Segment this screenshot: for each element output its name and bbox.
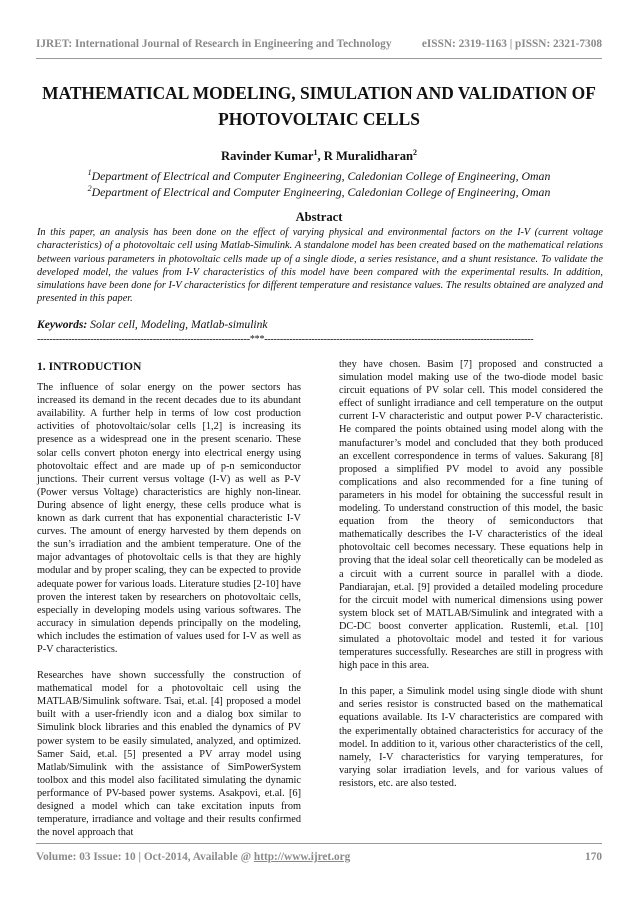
abstract-heading: Abstract (295, 210, 343, 224)
intro-heading: 1. INTRODUCTION (37, 360, 142, 373)
page-number: 170 (585, 851, 602, 863)
author-2-sup: 2 (413, 148, 417, 157)
section-separator: --------------------------------------------------------------------***-------------------------------------------------------------------------------------- (37, 334, 534, 345)
intro-paragraph-4: In this paper, a Simulink model using single diode with shunt and series resistor is constructed based on the mathematical equations available. Its I-V characteristics are compared with the experimentally obtained characteristics for accuracy of the model. In addition to it, various other characteristics of the cell, namely, I-V characteristics for varying temperatures, for varying solar irradiation levels, and for various values of resistors, etc. are also tested. (339, 686, 603, 789)
abstract-body: In this paper, an analysis has been done on the effect of varying physical and environmental factors on the I-V (current voltage characteristics) of a photovoltaic cell using Matlab-Simulink. A standalone model has been created based on the mathematical relations between various parameters in photovoltaic cells made up of a single diode, a series resistance, and a shunt resistance. To validate the developed model, the values from I-V characteristics of this model have been compared with the experimental results. In addition, simulations have been done for I-V characteristics for different temperature and resistance values. The results obtained are analyzed and presented in this paper. (37, 227, 603, 305)
left-column (37, 360, 301, 839)
authors (0, 148, 638, 164)
running-footer (36, 851, 602, 863)
paper-title: MATHEMATICAL MODELING, SIMULATION AND VALIDATION OF PHOTOVOLTAIC CELLS (42, 83, 596, 129)
author-1-sup: 1 (313, 148, 318, 157)
running-header (36, 38, 602, 50)
author-separator: , (317, 149, 324, 164)
intro-paragraph-3: they have chosen. Basim [7] proposed and constructed a simulation model making use of the two-diode model basic circuit equations of PV solar cell. This model considered the effect of sunlight irradiance and cell temperature on the output current I-V characteristic and output power P-V characteristic. He compared the points obtained using model along with the manufacturer’s model and concluded that they both produced an excellent correspondence in terms of values. Sakurang [8] proposed a simplified PV model to avoid any possible complications and also recommended for a fine tuning of parameters in his model for obtaining the successful result in modeling. To understand construction of this model, the basic equation from the theory of semiconductors that mathematically describes the I-V characteristics of the ideal photovoltaic cell becomes necessary. These equations help in proving that the ideal solar cell theoretically can be modeled as a circuit with a current source in parallel with a diode. Pandiarajan, et.al. [9] provided a detailed modeling procedure for the circuit model with numerical dimensions using power system block set of MATLAB/Simulink and integrated with a DC-DC boost converter application. Rustemli, et.al. [10] simulated a photovoltaic model and tested it for various temperatures successfully. Researches are still in progress with high pace in this area. (339, 359, 603, 672)
header-rule (36, 58, 602, 59)
keywords (37, 318, 268, 331)
intro-paragraph-2: Researches have shown successfully the construction of mathematical model for a photovoltaic cell using the MATLAB/Simulink software. Tsai, et.al. [4] proposed a model built with a user-friendly icon and a dialog box similar to Simulink block libraries and this enabled the dynamics of PV power system to be easily simulated, analyzed, and optimized. Samer Said, et.al. [5] presented a PV array model using Matlab/Simulink with the assistance of SimPowerSystem toolbox and this model also facilitated simulating the dynamic performance of PV-based power systems. Asakpovi, et.al. [6] designed a model which can take excitation inputs from temperature, irradiance and voltage and their results confirmed the novel approach that (37, 670, 301, 839)
journal-name: IJRET: International Journal of Research in Engineering and Technology (36, 38, 392, 50)
author-2: R Muralidharan (323, 149, 413, 164)
intro-paragraph-1: The influence of solar energy on the power sectors has increased its demand in the recent decades due to its abundant availability. A further help in terms of low cost production activities of photovoltaic/solar cells [1,2] is increasing its presence as a widespread one in the present scenario. These solar cells convert photon energy into electrical energy using photovoltaic effect and are made up of p-n semiconductor junctions. Their current versus voltage (I-V) as well as P-V (Power versus Voltage) characteristics are highly non-linear. During absence of light energy, these cells produce what is known as dark current that has exponential characteristic I-V curves. The amount of energy harvested by them depends on the sun’s irradiation and the ambient temperature. One of the major advantages of photovoltaic cells is that they are highly modular and by proper scaling, they can be expected to provide adequate power for various loads. Literature studies [2-10] have proven the interest taken by researchers on photovoltaic cells, especially in developing models using various softwares. The accuracy in simulation depends principally on the modeling, which includes the estimation of values used for I-V as well as P-V characteristics. (37, 382, 301, 655)
issn: eISSN: 2319-1163 | pISSN: 2321-7308 (421, 38, 602, 50)
author-1: Ravinder Kumar (221, 149, 314, 164)
footer-url-link[interactable]: http://www.ijret.org (253, 851, 351, 863)
footer-volume: Volume: 03 Issue: 10 | Oct-2014, Available @ (36, 851, 254, 863)
keywords-text: Solar cell, Modeling, Matlab-simulink (90, 318, 268, 331)
affiliation-2 (0, 184, 638, 200)
right-column (339, 358, 603, 790)
affiliation-1-sup: 1 (87, 168, 92, 177)
affiliation-2-text: Department of Electrical and Computer Engineering, Caledonian College of Engineering, Oman (91, 184, 551, 199)
footer-rule (36, 843, 602, 844)
keywords-label: Keywords: (37, 318, 88, 331)
affiliation-1 (0, 168, 638, 184)
affiliation-2-sup: 2 (87, 184, 92, 193)
affiliation-1-text: Department of Electrical and Computer Engineering, Caledonian College of Engineering, Oman (91, 168, 551, 183)
